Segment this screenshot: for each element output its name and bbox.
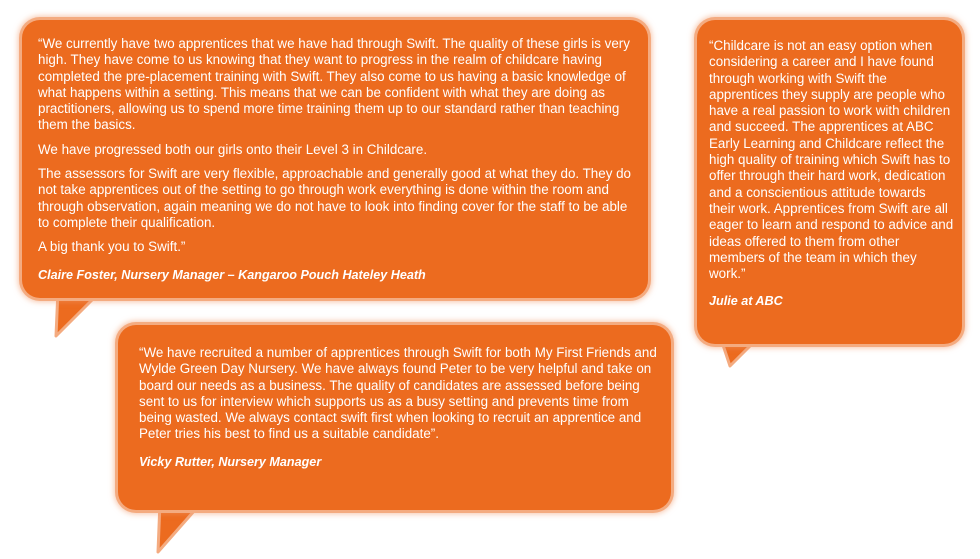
- testimonial-paragraph: “We have recruited a number of apprentices through Swift for both My First Friends and Wylde Green Day Nursery. We have always found Peter to be very helpful and take on board our needs as a business. The quality of candidates are assessed before being sent to us for interview which supports us as a busy setting and prevents time from being wasted. We always contact swift first when looking to recruit an apprentice and Peter tries his best to find us a suitable candidate”.: [139, 345, 657, 442]
- testimonial-content: [38, 36, 634, 283]
- testimonial-bubble-kangaroo-pouch: [22, 20, 648, 298]
- testimonial-bubble-abc: [697, 20, 962, 344]
- testimonial-bubble-my-first-friends: [118, 325, 671, 510]
- testimonial-paragraph: We have progressed both our girls onto their Level 3 in Childcare.: [38, 141, 428, 157]
- testimonial-paragraph: The assessors for Swift are very flexible, approachable and generally good at what they do. They do not take apprentices out of the setting to go through work everything is done within the room and through observation, again meaning we do not have to look into finding cover for the staff to be able to complete their qualification.: [38, 166, 631, 230]
- testimonial-paragraph: “Childcare is not an easy option when considering a career and I have found through working with Swift the apprentices they supply are people who have a real passion to work with children and succeed. The apprentices at ABC Early Learning and Childcare reflect the high quality of training which Swift has to offer through their hard work, dedication and a conscientious attitude towards their work. Apprentices from Swift are all eager to learn and respond to advice and ideas offered to them from other members of the team in which they work.”: [709, 38, 954, 282]
- testimonial-author: Vicky Rutter, Nursery Manager: [139, 454, 322, 469]
- testimonial-paragraph: A big thank you to Swift.”: [38, 239, 186, 255]
- testimonial-content: [139, 345, 659, 470]
- bubble-3-tail: [140, 502, 210, 556]
- testimonial-author: Claire Foster, Nursery Manager – Kangaroo Pouch Hateley Heath: [38, 267, 426, 282]
- testimonial-content: [709, 38, 954, 310]
- testimonial-author: Julie at ABC: [709, 294, 783, 309]
- testimonial-paragraph: “We currently have two apprentices that we have had through Swift. The quality of these girls is very high. They have come to us knowing that they want to progress in the realm of childcare having completed the pre-placement training with Swift. They also come to us having a basic knowledge of what happens within a setting. This means that we can be confident with what they are doing as practitioners, allowing us to spend more time training them up to our standard rather than teaching them the basics.: [38, 36, 630, 133]
